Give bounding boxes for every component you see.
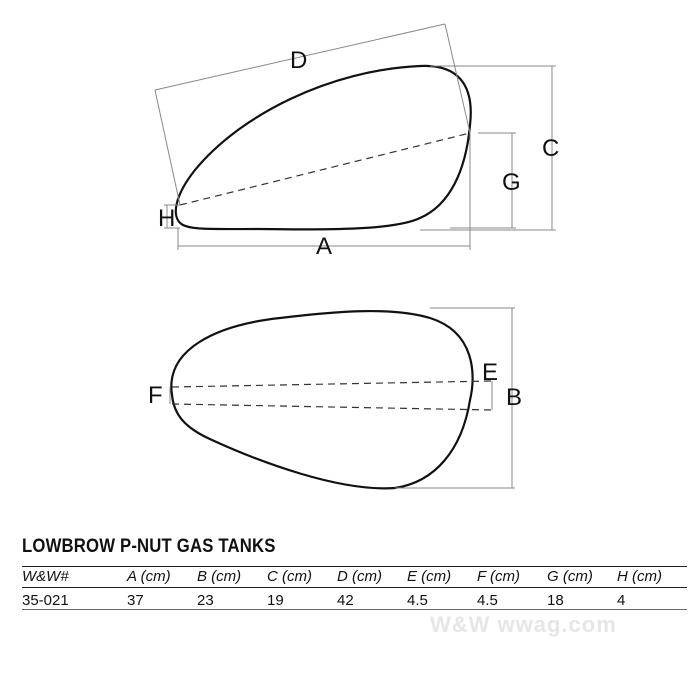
label-b: B — [506, 384, 523, 411]
spec-title: LOWBROW P-NUT GAS TANKS — [22, 536, 276, 557]
table-cell: 4.5 — [477, 588, 547, 610]
label-f: F — [148, 382, 163, 409]
table-cell: 18 — [547, 588, 617, 610]
label-h: H — [158, 205, 176, 232]
watermark: W&W wwag.com — [430, 612, 617, 637]
table-cell: 4.5 — [407, 588, 477, 610]
top-view — [170, 308, 515, 488]
side-view — [155, 24, 556, 250]
table-cell: 42 — [337, 588, 407, 610]
table-cell: 37 — [127, 588, 197, 610]
header-cell: H (cm) — [617, 567, 687, 588]
label-a: A — [316, 233, 333, 260]
header-cell: D (cm) — [337, 567, 407, 588]
table-cell: 35-021 — [22, 588, 127, 610]
header-cell: E (cm) — [407, 567, 477, 588]
dimension-d — [155, 24, 470, 205]
side-view-tank-outline — [176, 66, 471, 230]
top-view-dash-upper — [172, 381, 492, 387]
side-view-centerline — [180, 133, 470, 205]
dimension-b — [395, 308, 515, 488]
spec-header-row — [22, 567, 687, 588]
label-e: E — [482, 359, 499, 386]
label-g: G — [502, 169, 521, 196]
header-cell: A (cm) — [127, 567, 197, 588]
table-row — [22, 588, 687, 610]
header-cell: B (cm) — [197, 567, 267, 588]
table-cell: 19 — [267, 588, 337, 610]
label-d: D — [290, 47, 308, 74]
top-view-tank-outline — [171, 311, 472, 488]
header-cell: C (cm) — [267, 567, 337, 588]
header-cell: G (cm) — [547, 567, 617, 588]
label-c: C — [542, 135, 560, 162]
spec-table — [22, 566, 687, 610]
header-cell: W&W# — [22, 567, 127, 588]
table-cell: 23 — [197, 588, 267, 610]
table-cell: 4 — [617, 588, 687, 610]
header-cell: F (cm) — [477, 567, 547, 588]
top-view-dash-lower — [172, 404, 492, 410]
